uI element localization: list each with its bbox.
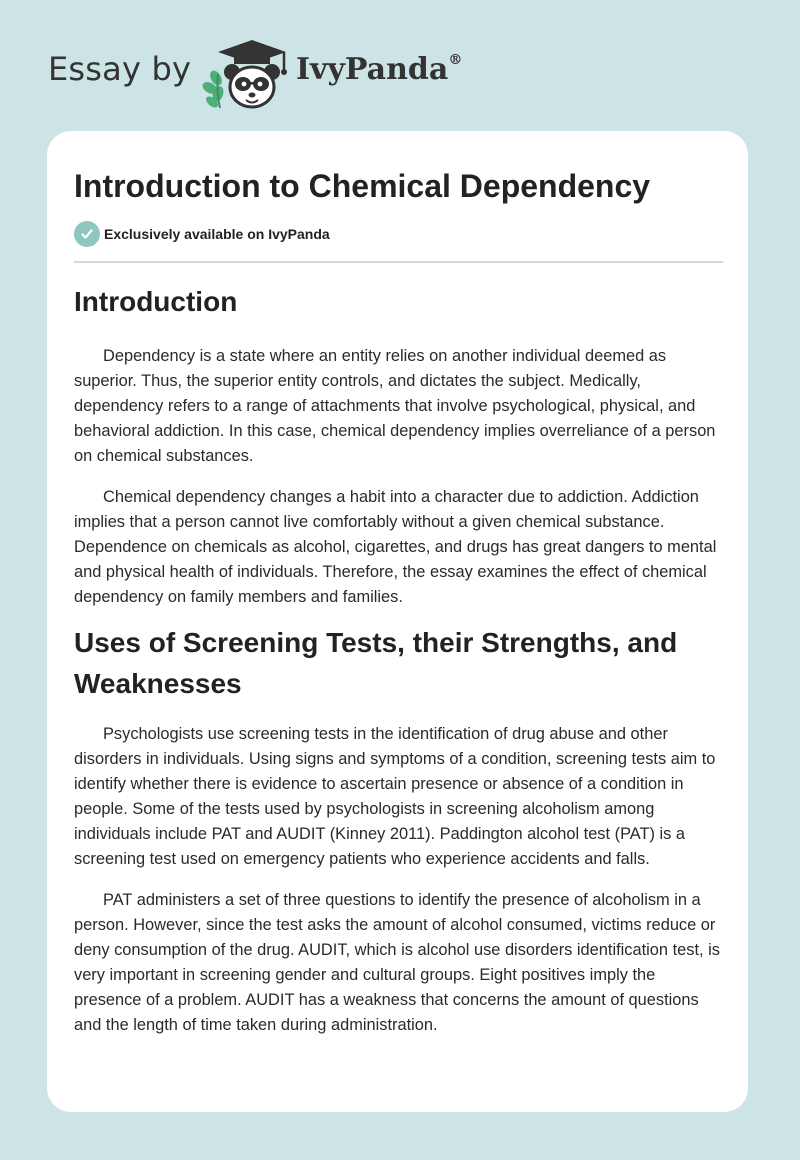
section-heading-screening-tests: Uses of Screening Tests, their Strengths, and Weaknesses bbox=[74, 627, 678, 699]
paragraph: PAT administers a set of three questions to identify the presence of alcoholism in a person. However, since the test asks the amount of alcohol consumed, victims reduce or deny consumption of the drug. AUDIT, which is alcohol use disorders identification test, is very important in screening gender and cultural groups. Eight positives imply the presence of a problem. AUDIT has a weakness that concerns the amount of questions and the length of time taken during administration. bbox=[74, 891, 720, 1034]
paragraph: Psychologists use screening tests in the identification of drug abuse and other disorders in individuals. Using signs and symptoms of a condition, screening tests aim to identify whether there is evidence to ascertain presence or absence of a condition in people. Some of the tests used by psychologists in screening alcoholism among individuals include PAT and AUDIT (Kinney 2011). Paddington alcohol test (PAT) is a screening test used on emergency patients who experience accidents and falls. bbox=[74, 725, 716, 868]
check-circle-icon bbox=[74, 221, 100, 247]
brand-prefix: Essay by bbox=[48, 50, 192, 88]
divider bbox=[74, 261, 723, 263]
essay-card bbox=[47, 131, 748, 1112]
section-heading-introduction: Introduction bbox=[74, 286, 238, 317]
essay-body bbox=[74, 281, 723, 1038]
paragraph: Chemical dependency changes a habit into a character due to addiction. Addiction implies that a person cannot live comfortably without a given chemical substance. Dependence on chemicals as alcohol, cigarettes, and drugs has great dangers to mental and physical health of individuals. Therefore, the essay examines the effect of chemical dependency on family members and families. bbox=[74, 488, 717, 606]
panda-graduate-icon[interactable] bbox=[200, 34, 296, 112]
site-header bbox=[48, 30, 488, 112]
brand-name[interactable]: IvyPanda® bbox=[296, 52, 463, 87]
essay-title: Introduction to Chemical Dependency bbox=[74, 168, 651, 204]
exclusive-badge bbox=[74, 221, 330, 247]
registered-mark: ® bbox=[448, 52, 463, 68]
badge-text: Exclusively available on IvyPanda bbox=[104, 226, 330, 242]
paragraph: Dependency is a state where an entity relies on another individual deemed as superior. Thus, the superior entity controls, and dictates the subject. Medically, dependency refers to a range of attachments that involve psychological, physical, and behavioral addiction. In this case, chemical dependency implies overreliance of a person on chemical substances. bbox=[74, 347, 716, 465]
